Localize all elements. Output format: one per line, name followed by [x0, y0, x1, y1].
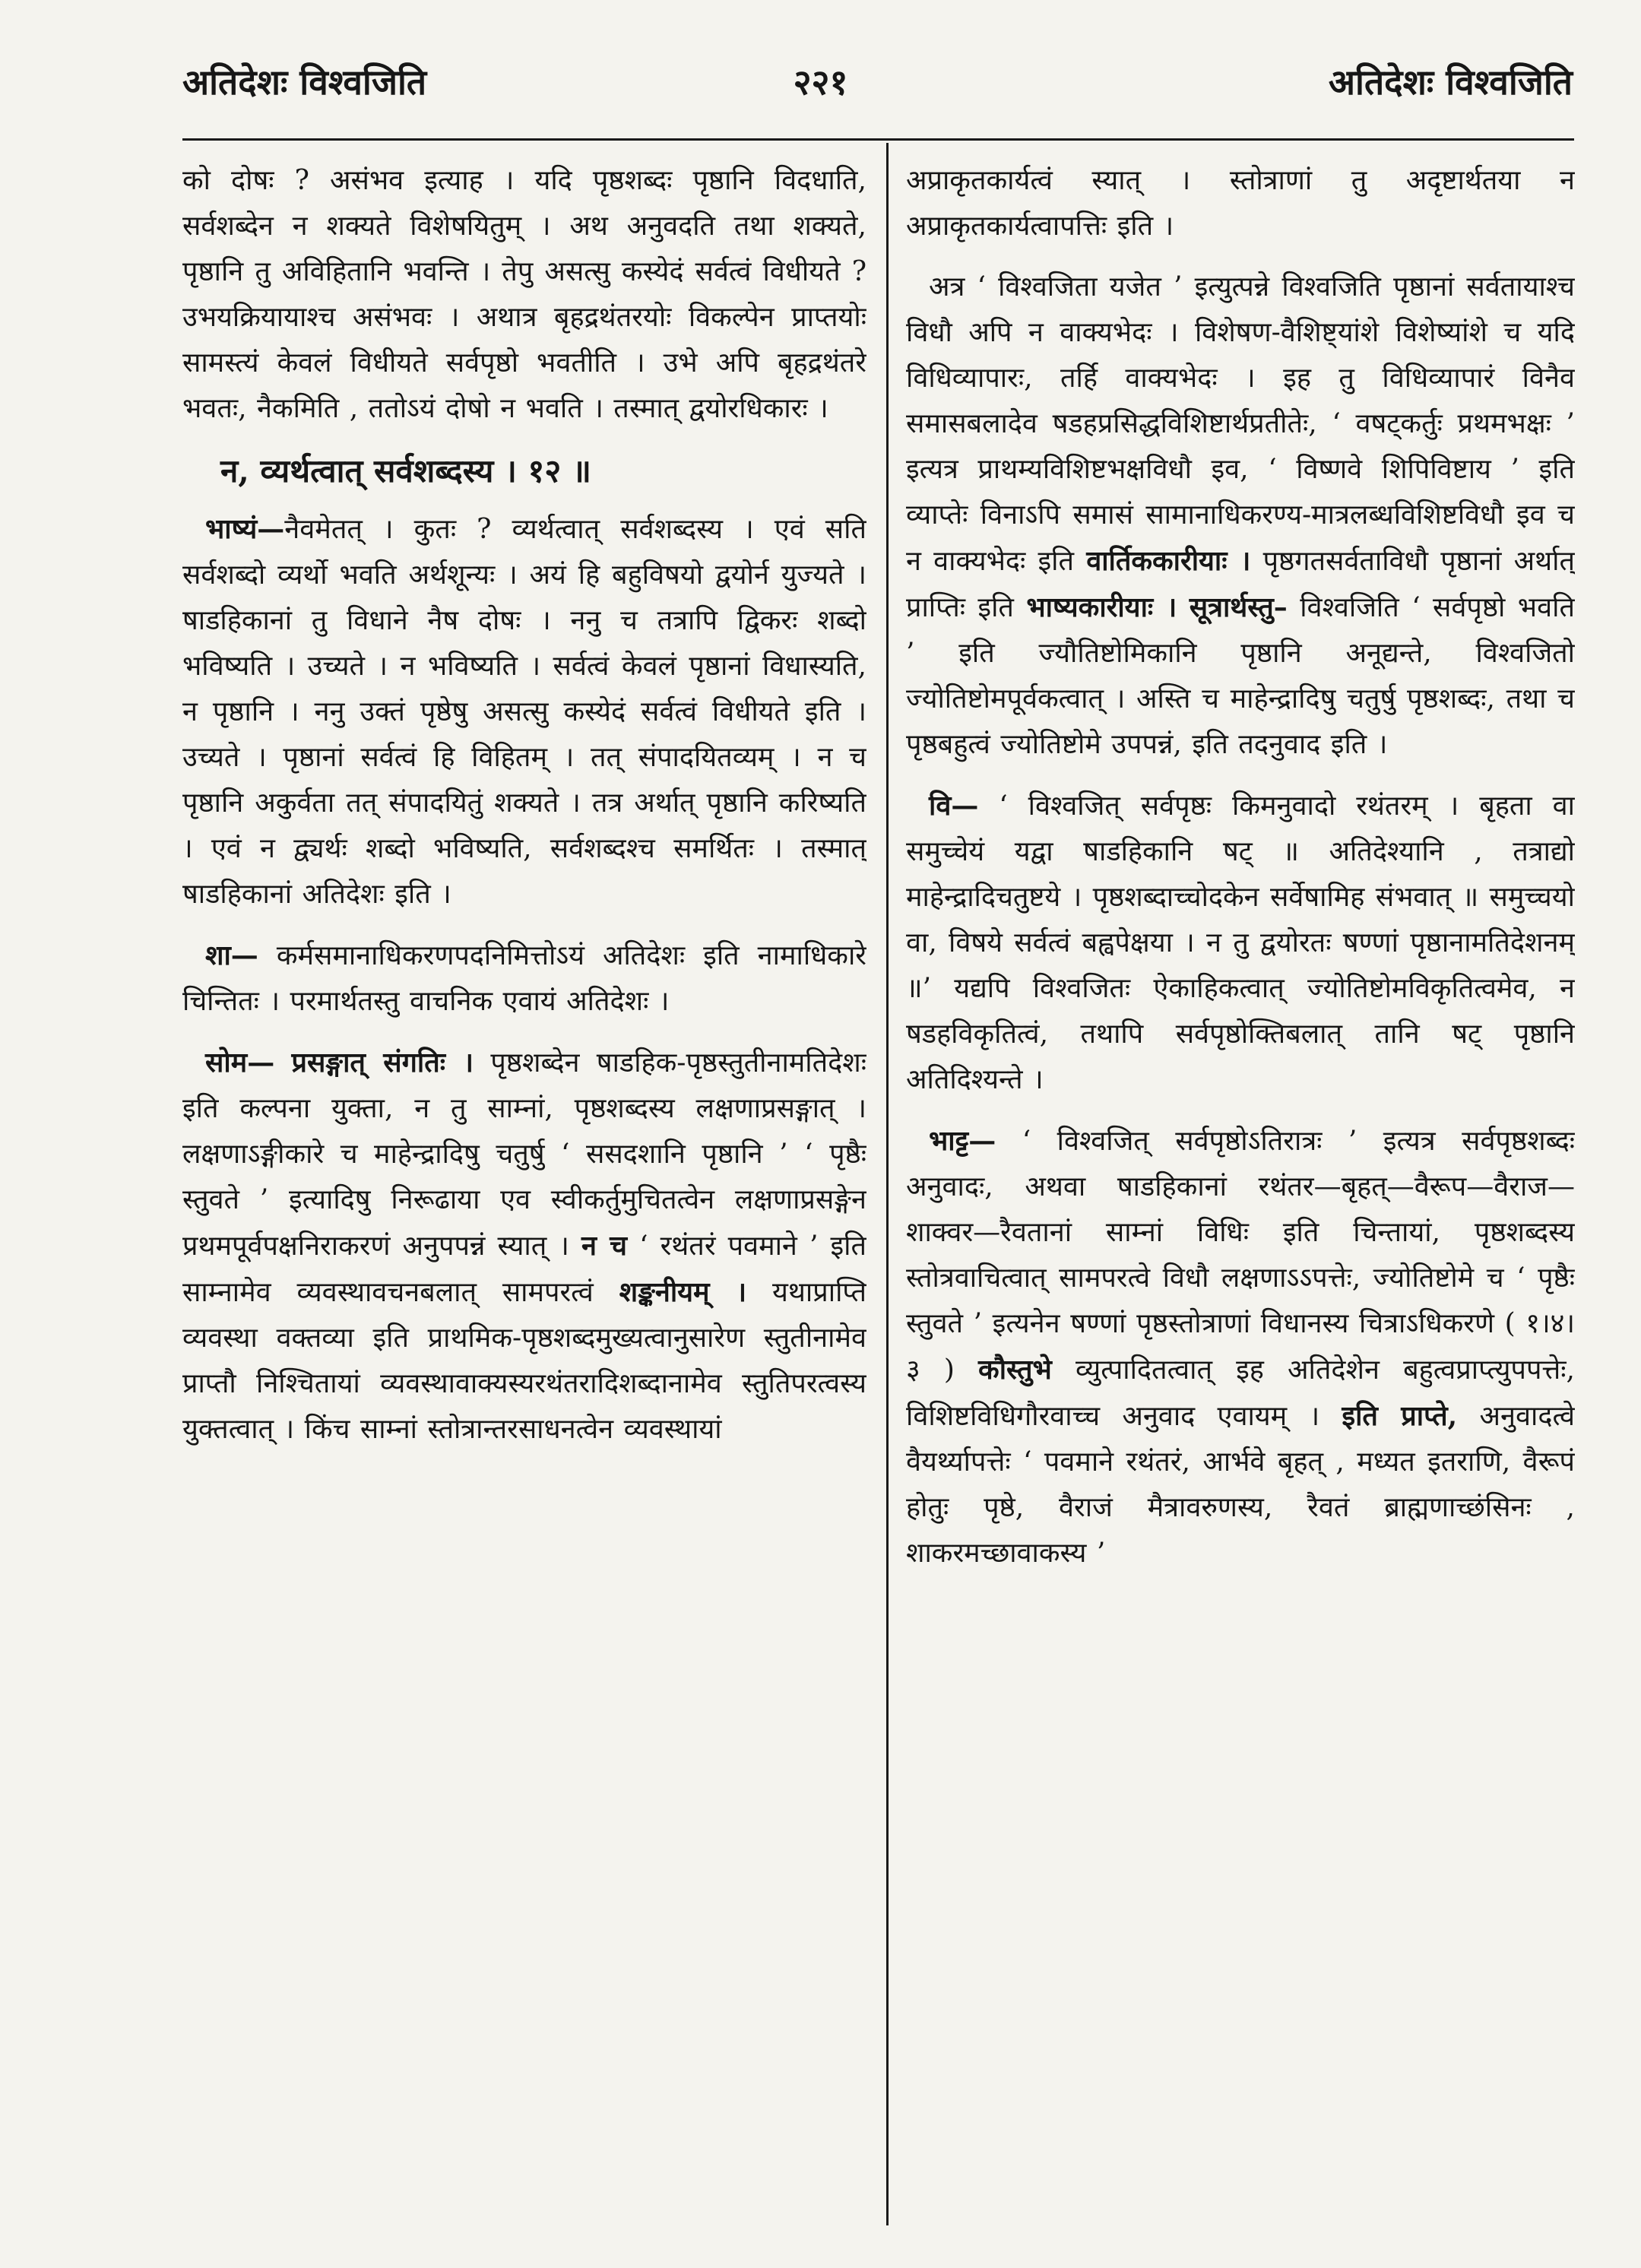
p2c-text: विश्वजिति ‘ सर्वपृष्ठो भवति ’ इति ज्यौतिष्टोमिकानि पृष्ठानि अनूद्यन्ते, विश्वजितो ज्योतिष्टोमपूर्वकत्वात् । अस्ति च माहेन्द्रादिषु चतुर्षु पृष्ठशब्दः, तथा च पृष्ठबहुत्वं ज्योतिष्टोमे उपपन्नं, इति तदनुवाद इति । [906, 592, 1575, 760]
right-column [906, 158, 1575, 2233]
soma-text-1: पृष्ठशब्देन षाडहिक-पृष्ठस्तुतीनामतिदेशः इति कल्पना युक्ता, न तु साम्नां, पृष्ठशब्दस्य लक्षणाप्रसङ्गात् । लक्षणाऽङ्गीकारे च माहेन्द्रादिषु चतुर्षु ‘ ससदशानि पृष्ठानि ’ ‘ पृष्ठैः स्तुवते ’ इत्यादिषु निरूढाया एव स्वीकर्तुमुचितत्वेन लक्षणाप्रसङ्गेन प्रथमपूर्वपक्षनिराकरणं अनुपपन्नं स्यात् । [182, 1047, 866, 1262]
running-header-left: अतिदेशः विश्वजिति [182, 62, 427, 103]
page-number: २२१ [793, 62, 848, 103]
soma-label: सोम— [205, 1047, 275, 1079]
sutrartha-label: सूत्रार्थस्तु– [1189, 591, 1288, 623]
running-header-right: अतिदेशः विश्वजिति [1328, 62, 1573, 103]
column-divider [886, 143, 889, 2225]
bhatta-text: ‘ विश्वजित् सर्वपृष्ठोऽतिरात्रः ’ इत्यत्र सर्वपृष्ठशब्दः अनुवादः, अथवा षाडहिकानां रथंतर—बृहत्—वैरूप—वैराज—शाक्वर—रैवतानां साम्नां विधिः इति चिन्तायां, पृष्ठशब्दस्य स्तोत्रवाचित्वात् सामपरत्वे विधौ लक्षणाऽऽपत्तेः, ज्योतिष्टोमे च ‘ पृष्ठैः स्तुवते ’ इत्यनेन षण्णां पृष्ठस्तोत्राणां विधानस्य चित्राऽधिकरणे ( १।४।३ ) [906, 1126, 1575, 1386]
vi-label: वि— [929, 790, 979, 822]
bhatta-paragraph [906, 1118, 1575, 1576]
bhashyakariya-label: भाष्यकारीयाः । [1026, 591, 1177, 623]
bhashya-text: नैवमेतत् । कुतः ? व्यर्थत्वात् सर्वशब्दस्य । एवं सति सर्वशब्दो व्यर्थो भवति अर्थशून्यः । अयं हि बहुविषयो द्वयोर्न युज्यते । षाडहिकानां तु विधाने नैष दोषः । ननु च तत्रापि द्विकरः शब्दो भविष्यति । उच्यते । न भविष्यति । सर्वत्वं केवलं पृष्ठानां विधास्यति, न पृष्ठानि । ननु उक्तं पृष्ठेषु असत्सु कस्येदं सर्वत्वं विधीयते इति । उच्यते । पृष्ठानां सर्वत्वं हि विहितम् । तत् संपादयितव्यम् । न च पृष्ठानि अकुर्वता तत् संपादयितुं शक्यते । तत्र अर्थात् पृष्ठानि करिष्यति । एवं न द्व्यर्थः शब्दो भविष्यति, सर्वशब्दश्च समर्थितः । तस्मात् षाडहिकानां अतिदेशः इति । [182, 514, 866, 910]
vishvajit-paragraph [906, 264, 1575, 768]
bhatta-text-2: व्युत्पादितत्वात् इह अतिदेशेन बहुत्वप्राप्त्युपपत्तेः, विशिष्टविधिगौरवाच्च अनुवाद एवायम् । [906, 1354, 1575, 1432]
iti-prapte-label: इति प्राप्ते, [1342, 1400, 1458, 1432]
kaustubhe-label: कौस्तुभे [978, 1354, 1052, 1386]
paragraph-continued: अप्राकृतकार्यत्वं स्यात् । स्तोत्राणां तु अदृष्टार्थतया न अप्राकृतकार्यत्वापत्तिः इति । [906, 165, 1575, 242]
header-rule [182, 138, 1574, 141]
vi-paragraph [906, 783, 1575, 1103]
left-column [182, 158, 866, 2233]
shabara-paragraph [182, 933, 866, 1025]
p2-text: अत्र ‘ विश्वजिता यजेत ’ इत्युत्पन्ने विश्वजिति पृष्ठानां सर्वतायाश्च विधौ अपि न वाक्यभेदः । विशेषण-वैशिष्ट्यांशे विशेष्यांशे च यदि विधिव्यापारः, तर्हि वाक्यभेदः । इह तु विधिव्यापारं विनैव समासबलादेव षडहप्रसिद्धविशिष्टार्थप्रतीतेः, ‘ वषट्कर्तुः प्रथमभक्षः ’ इत्यत्र प्राथम्यविशिष्टभक्षविधौ इव, ‘ विष्णवे शिपिविष्टाय ’ इति व्याप्तेः विनाऽपि समासं सामानाधिकरण्य-मात्रलब्धविशिष्टविधौ इव च न वाक्यभेदः इति [906, 271, 1575, 577]
sha-label: शा— [205, 939, 258, 971]
soma-na-cha: न च [581, 1230, 628, 1262]
soma-sangati: प्रसङ्गात् संगतिः । [291, 1047, 474, 1079]
paragraph-continued: को दोषः ? असंभव इत्याह । यदि पृष्ठशब्दः पृष्ठानि विदधाति, सर्वशब्देन न शक्यते विशेषयितुम् । अथ अनुवदति तथा शक्यते, पृष्ठानि तु अविहितानि भवन्ति । तेपु असत्सु कस्येदं सर्वत्वं विधीयते ? उभयक्रियायाश्च असंभवः । अथात्र बृहद्रथंतरयोः विकल्पेन प्राप्तयोः सामस्त्यं केवलं विधीयते सर्वपृष्ठो भवतीति । उभे अपि बृहद्रथंतरे भवतः, नैकमिति , ततोऽयं दोषो न भवति । तस्मात् द्वयोरधिकारः । [182, 165, 866, 424]
sha-text: कर्मसमानाधिकरणपदनिमित्तोऽयं अतिदेशः इति नामाधिकारे चिन्तितः । परमार्थतस्तु वाचनिक एवायं अतिदेशः । [182, 940, 866, 1017]
bhatta-label: भाट्ट— [929, 1125, 996, 1157]
bhashya-label: भाष्यं— [205, 513, 285, 545]
soma-text-3: यथाप्राप्ति व्यवस्था वक्तव्या इति प्राथमिक-पृष्ठशब्दमुख्यत्वानुसारेण स्तुतीनामेव प्राप्तौ निश्चितायां व्यवस्थावाक्यस्यरथंतरादिशब्दानामेव स्तुतिपरत्वस्य युक्तत्वात् । किंच साम्नां स्तोत्रान्तरसाधनत्वेन व्यवस्थायां [182, 1277, 866, 1445]
sutra-heading: न, व्यर्थत्वात् सर्वशब्दस्य । १२ ॥ [220, 452, 591, 489]
p2b-text: पृष्ठगतसर्वताविधौ पृष्ठानां अर्थात् प्राप्तिः इति [906, 546, 1575, 623]
varttika-label: वार्तिककारीयाः । [1086, 545, 1251, 577]
vi-text: ‘ विश्वजित् सर्वपृष्ठः किमनुवादो रथंतरम् । बृहता वा समुच्चेयं यद्वा षाडहिकानि षट् ॥ अतिदेश्यानि , तत्राद्यो माहेन्द्रादिचतुष्टये । पृष्ठशब्दाच्चोदकेन सर्वेषामिह संभवात् ॥ समुच्चयो वा, विषये सर्वत्वं बह्वपेक्षया । न तु द्वयोरतः षण्णां पृष्ठानामतिदेशनम् ॥’ यद्यपि विश्वजितः ऐकाहिकत्वात् ज्योतिष्टोमविकृतित्वमेव, न षडहविकृतित्वं, तथापि सर्वपृष्ठोक्तिबलात् तानि षट् पृष्ठानि अतिदिश्यन्ते । [906, 790, 1575, 1095]
soma-paragraph [182, 1040, 866, 1452]
soma-shankaniyam: शङ्कनीयम् । [619, 1276, 747, 1308]
soma-text-2: ‘ रथंतरं पवमाने ’ इति साम्नामेव व्यवस्थावचनबलात् सामपरत्वं [182, 1231, 866, 1308]
bhashya-paragraph [182, 506, 866, 917]
bhatta-text-3: अनुवादत्वे वैयर्थ्यापत्तेः ‘ पवमाने रथंतरं, आर्भवे बृहत् , मध्यत इतराणि, वैरूपं होतुः पृष्ठे, वैराजं मैत्रावरुणस्य, रैवतं ब्राह्मणाच्छंसिनः , शाकरमच्छावाकस्य ’ [906, 1401, 1575, 1569]
